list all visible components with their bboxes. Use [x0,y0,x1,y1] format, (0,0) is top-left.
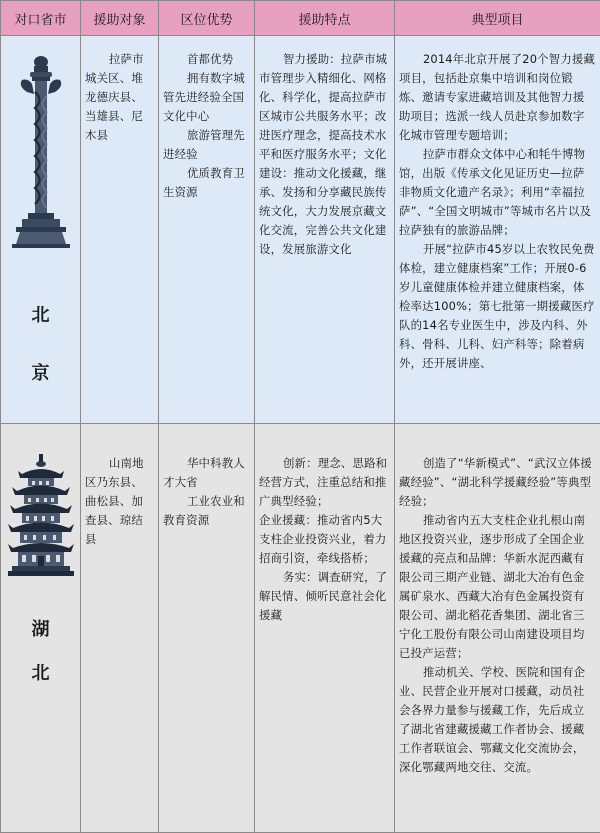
project-cell-hubei [395,424,600,833]
feature-cell-beijing [255,36,395,424]
target-cell-beijing [81,36,159,424]
province-name-beijing [1,298,80,392]
project-paragraph: 创造了“华新模式”、“武汉立体援藏经验”、“湖北科学援藏经验”等典型经验； [399,454,596,511]
advantage-cell-hubei [159,424,255,833]
advantage-item: 工业农业和教育资源 [163,492,250,530]
header-advantage: 区位优势 [159,1,255,36]
feature-text: 务实：调查研究，了解民情、倾听民意社会化援藏 [259,568,390,625]
feature-text: 企业援藏：推动省内5大支柱企业投资兴业，着力招商引资，牵线搭桥； [259,511,390,568]
advantage-item: 旅游管理先进经验 [163,126,250,164]
province-cell-hubei [1,424,81,833]
table-row-beijing [1,36,600,424]
header-project: 典型项目 [395,1,600,36]
huabiao-pillar-icon [10,52,72,248]
aid-target-text: 拉萨市城关区、堆龙德庆县、当雄县、尼木县 [85,50,154,145]
feature-text: 创新：理念、思路和经营方式，注重总结和推广典型经验； [259,454,390,511]
feature-text: 智力援助：拉萨市城市管理步入精细化、网格化、科学化，提高拉萨市区城市公共服务水平；改进医疗理念，提高技术水平和医疗服务水平；文化建设：推动文化援藏，继承、发扬和分享藏民族传统文化，大力发展京藏文化交流，完善公共文化建设，发展旅游文化 [259,50,390,259]
project-paragraph: 推动省内五大支柱企业扎根山南地区投资兴业，逐步形成了全国企业援藏的亮点和品牌：华新水泥西藏有限公司三期产业链、湖北大冶有色金属矿泉水、西藏大冶有色金属投资有限公司、湖北稻花香集团、湖北省三宁化工股份有限公司山南建设项目均已投产运营； [399,511,596,663]
advantage-item: 拥有数字城管先进经验全国文化中心 [163,69,250,126]
province-char: 北 [1,298,80,334]
province-char: 京 [1,356,80,392]
header-target: 援助对象 [81,1,159,36]
project-cell-beijing [395,36,600,424]
advantage-item: 首都优势 [163,50,250,69]
target-cell-hubei [81,424,159,833]
project-paragraph: 推动机关、学校、医院和国有企业、民营企业开展对口援藏，动员社会各界力量参与援藏工作，先后成立了湖北省建藏援藏工作者协会、援藏工作者联谊会、鄂藏文化交流协会，深化鄂藏两地交往、交流。 [399,663,596,777]
project-paragraph: 拉萨市群众文体中心和牦牛博物馆，出版《传承文化见证历史—拉萨非物质文化遗产名录》；利用“幸福拉萨”、“全国文明城市”等城市名片以及拉萨独有的旅游品牌； [399,145,596,240]
aid-target-text: 山南地区乃东县、曲松县、加查县、琼结县 [85,454,154,549]
advantage-cell-beijing [159,36,255,424]
province-char: 湖 [1,612,80,648]
project-paragraph: 2014年北京开展了20个智力援藏项目，包括赴京集中培训和岗位锻炼、邀请专家进藏培训及其他智力援助项目；选派一线人员赴京参加数字化城市管理专题培训； [399,50,596,145]
header-province: 对口省市 [1,1,81,36]
header-feature: 援助特点 [255,1,395,36]
table-row-hubei [1,424,600,833]
province-char: 北 [1,656,80,692]
province-name-hubei [1,612,80,692]
advantage-item: 优质教育卫生资源 [163,164,250,202]
province-cell-beijing [1,36,81,424]
header-row [1,1,600,36]
project-paragraph: 开展“拉萨市45岁以上农牧民免费体检，建立健康档案”工作；开展0-6岁儿童健康体检并建立健康档案，体检率达100%；第七批第一期援藏医疗队的14名专业医生中，涉及内科、外科、骨科、儿科、妇产科等；除着病外，还开展讲座、 [399,240,596,373]
feature-cell-hubei [255,424,395,833]
yellow-crane-tower-icon [8,454,74,576]
advantage-item: 华中科教人才大省 [163,454,250,492]
